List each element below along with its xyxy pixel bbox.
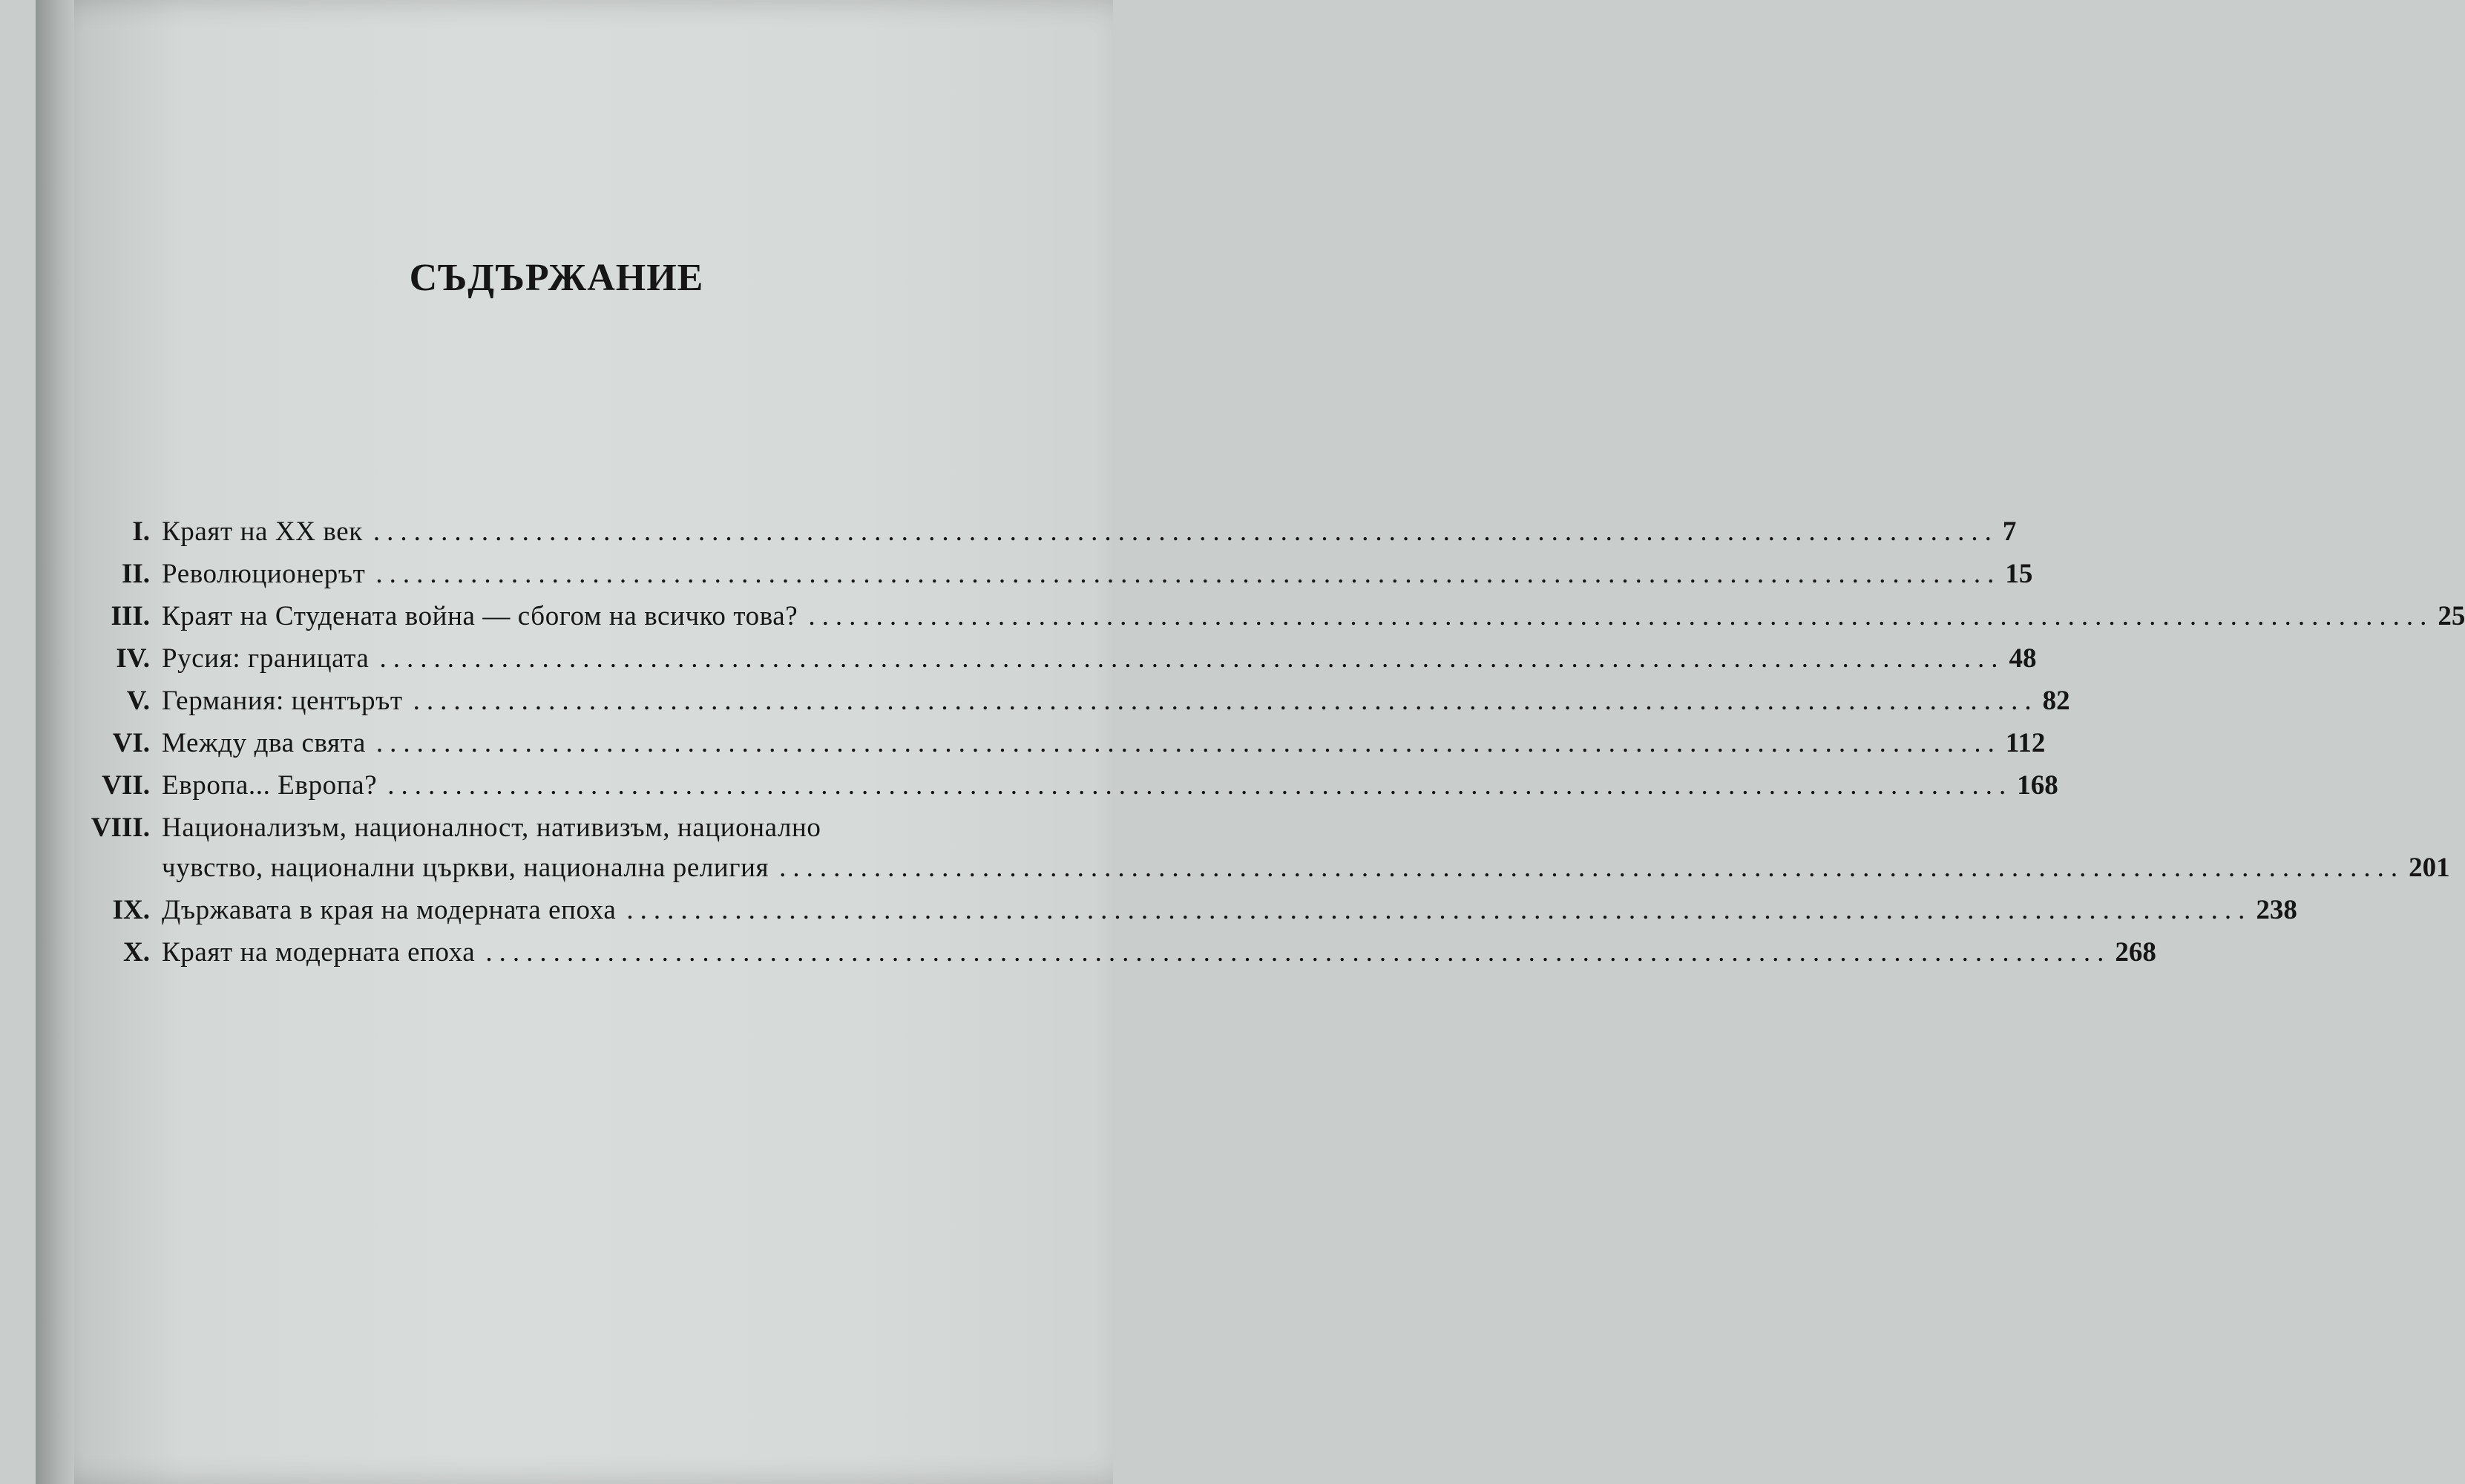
chapter-number: V.	[126, 686, 150, 716]
toc-entry-continuation	[0, 848, 2450, 888]
chapter-title: Държавата в края на модерната епоха	[162, 895, 617, 925]
chapter-number: X.	[123, 937, 150, 968]
toc-entry	[0, 597, 2465, 637]
toc-entry	[0, 554, 2033, 594]
chapter-number: IV.	[116, 643, 150, 674]
page-number: 48	[2009, 643, 2037, 674]
chapter-title: Краят на модерната епоха	[162, 937, 476, 968]
dot-leader: ........................................................................................................................	[375, 728, 2001, 758]
page-number: 25	[2438, 601, 2465, 631]
toc-entry	[0, 766, 2058, 806]
dot-leader: ........................................................................................................................	[485, 937, 2111, 968]
page-number: 7	[2002, 516, 2017, 547]
page-title: СЪДЪРЖАНИЕ	[409, 257, 704, 299]
dot-leader: ........................................................................................................................	[379, 643, 2005, 674]
chapter-title: Национализъм, националност, нативизъм, национално	[162, 812, 821, 843]
chapter-title: Краят на XX век	[162, 516, 363, 547]
chapter-title: Революционерът	[162, 559, 366, 589]
chapter-title: Краят на Студената война — сбогом на всичко това?	[162, 601, 798, 631]
chapter-title: Между два свята	[162, 728, 366, 758]
toc-entry	[0, 890, 2297, 930]
page-number: 238	[2256, 895, 2297, 925]
page-number: 201	[2409, 853, 2450, 883]
chapter-title: Германия: центърът	[162, 686, 403, 716]
page-number: 82	[2042, 686, 2070, 716]
toc-entry	[0, 933, 2156, 973]
toc-entry	[0, 723, 2046, 764]
toc-entry	[0, 681, 2070, 721]
dot-leader: ........................................................................................................................	[808, 601, 2434, 631]
table-of-contents	[0, 512, 2465, 979]
dot-leader: ........................................................................................................................	[387, 770, 2013, 801]
page-number: 15	[2005, 559, 2033, 589]
chapter-number: VIII.	[91, 812, 150, 843]
chapter-number: III.	[111, 601, 150, 631]
page-number: 268	[2115, 937, 2156, 968]
toc-entry	[0, 808, 1113, 848]
dot-leader: ........................................................................................................................	[375, 559, 2001, 589]
toc-entry	[0, 639, 2037, 679]
toc-entry	[0, 512, 2017, 552]
dot-leader: ........................................................................................................................	[779, 853, 2405, 883]
chapter-number: II.	[121, 559, 150, 589]
chapter-number: I.	[132, 516, 150, 547]
chapter-number: IX.	[112, 895, 150, 925]
chapter-title: Русия: границата	[162, 643, 370, 674]
dot-leader: ........................................................................................................................	[413, 686, 2038, 716]
page-number: 112	[2005, 728, 2046, 758]
dot-leader: ........................................................................................................................	[626, 895, 2252, 925]
chapter-title-continued: чувство, национални църкви, национална религия	[162, 853, 769, 883]
page-number: 168	[2017, 770, 2058, 801]
chapter-number: VI.	[112, 728, 150, 758]
chapter-number: VII.	[102, 770, 150, 801]
dot-leader: ........................................................................................................................	[372, 516, 1998, 547]
chapter-title: Европа... Европа?	[162, 770, 378, 801]
